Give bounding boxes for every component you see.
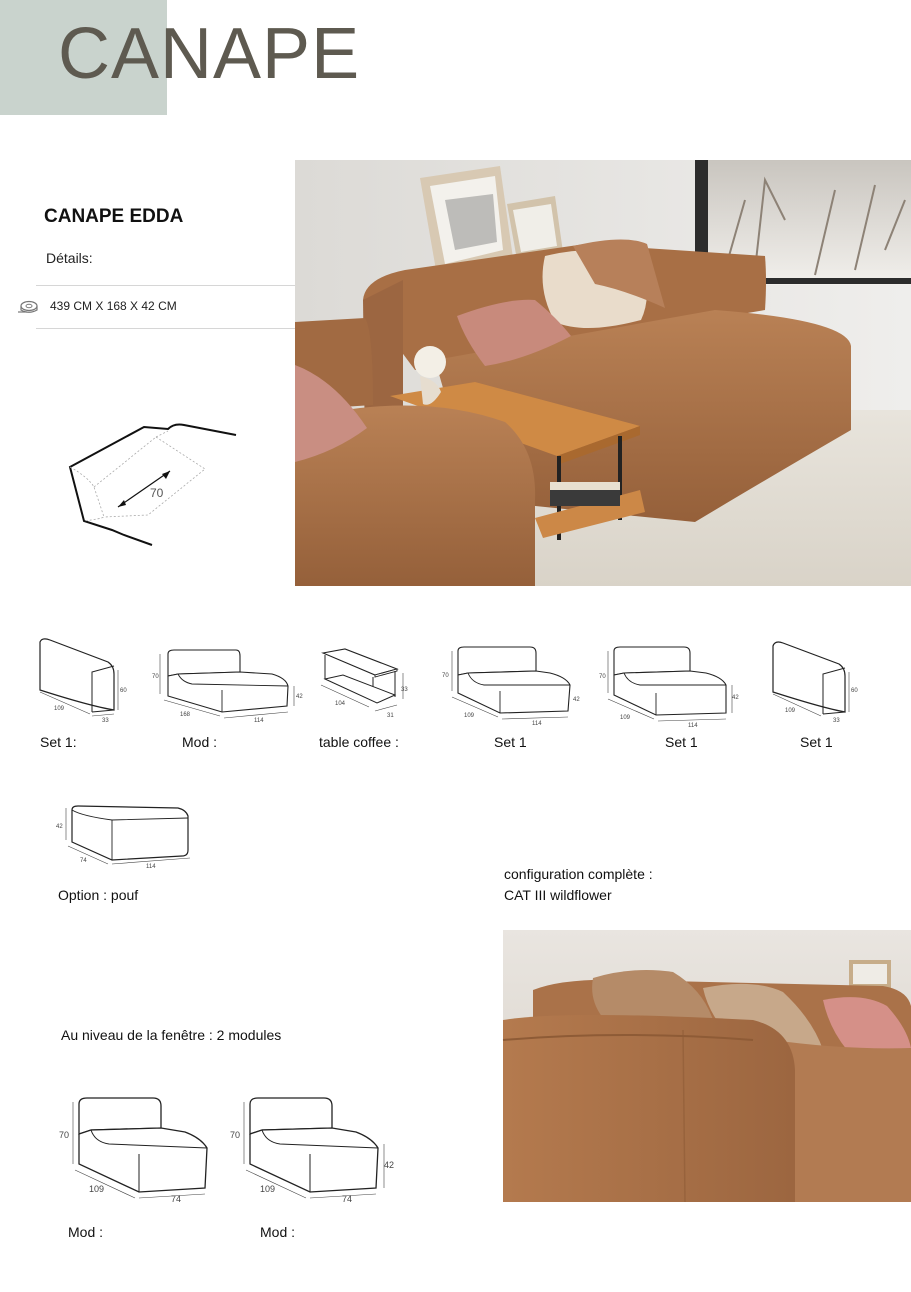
module-drawing-chaise xyxy=(152,646,302,731)
dim-value: 33 xyxy=(401,687,408,693)
dim-value: 114 xyxy=(146,864,156,870)
bottom-module-drawing-2 xyxy=(226,1092,406,1212)
dim-value: 109 xyxy=(260,1184,276,1194)
bottom-module-label: Mod : xyxy=(260,1224,296,1240)
window-modules-note: Au niveau de la fenêtre : 2 modules xyxy=(61,1027,282,1043)
dim-value: 70 xyxy=(59,1130,70,1140)
fabric-closeup-photo xyxy=(503,930,911,1202)
details-label: Détails: xyxy=(46,250,93,266)
module-label: Mod : xyxy=(182,734,218,750)
dim-value: 42 xyxy=(56,824,63,830)
module-label: Set 1 xyxy=(665,734,698,750)
dim-value: 33 xyxy=(833,718,840,724)
dim-value: 114 xyxy=(688,723,698,729)
dim-value: 42 xyxy=(384,1160,395,1170)
divider-bottom xyxy=(36,328,296,329)
dim-value: 74 xyxy=(80,858,87,864)
product-name: CANAPE EDDA xyxy=(44,206,184,227)
dim-value: 109 xyxy=(89,1184,105,1194)
sofa-depth-sketch xyxy=(60,415,245,555)
configuration-fabric: CAT III wildflower xyxy=(504,887,612,903)
pouf-drawing xyxy=(52,800,197,877)
pouf-option-label: Option : pouf xyxy=(58,887,139,903)
module-label: Set 1 xyxy=(800,734,833,750)
dim-value: 168 xyxy=(180,712,191,718)
dim-value: 42 xyxy=(573,697,580,703)
dim-value: 109 xyxy=(620,715,631,721)
module-drawing-set1-b xyxy=(598,645,748,735)
product-dimensions: 439 CM X 168 X 42 CM xyxy=(50,299,177,313)
dim-value: 104 xyxy=(335,701,346,707)
dim-value: 33 xyxy=(102,718,109,724)
module-label: Set 1 xyxy=(494,734,527,750)
dim-value: 70 xyxy=(599,674,606,680)
dim-value: 60 xyxy=(851,688,858,694)
module-drawing-coffee-table xyxy=(315,645,415,730)
sketch-depth-value: 70 xyxy=(150,486,164,500)
module-label: table coffee : xyxy=(319,734,399,750)
dim-value: 114 xyxy=(254,718,264,724)
dim-value: 42 xyxy=(732,695,739,701)
bottom-module-label: Mod : xyxy=(68,1224,104,1240)
module-drawing-set1-a xyxy=(440,645,580,735)
dim-value: 42 xyxy=(296,694,303,700)
dim-value: 31 xyxy=(387,713,394,719)
configuration-title: configuration complète : xyxy=(504,866,653,882)
page-title: CANAPE xyxy=(58,14,361,94)
bottom-module-drawing-1 xyxy=(55,1092,215,1212)
tape-measure-icon xyxy=(17,299,39,320)
divider-top xyxy=(36,285,296,286)
dim-value: 70 xyxy=(442,673,449,679)
dim-value: 74 xyxy=(342,1194,353,1204)
module-label: Set 1: xyxy=(40,734,77,750)
dim-value: 74 xyxy=(171,1194,182,1204)
dim-value: 109 xyxy=(464,713,475,719)
dim-value: 60 xyxy=(120,688,127,694)
dim-value: 114 xyxy=(532,721,542,727)
main-sofa-photo xyxy=(295,160,911,586)
dim-value: 109 xyxy=(54,706,65,712)
module-drawing-set1-c xyxy=(765,636,865,736)
dim-value: 70 xyxy=(152,674,159,680)
dim-value: 70 xyxy=(230,1130,241,1140)
module-drawing-set1-back xyxy=(30,632,130,732)
dim-value: 109 xyxy=(785,708,796,714)
